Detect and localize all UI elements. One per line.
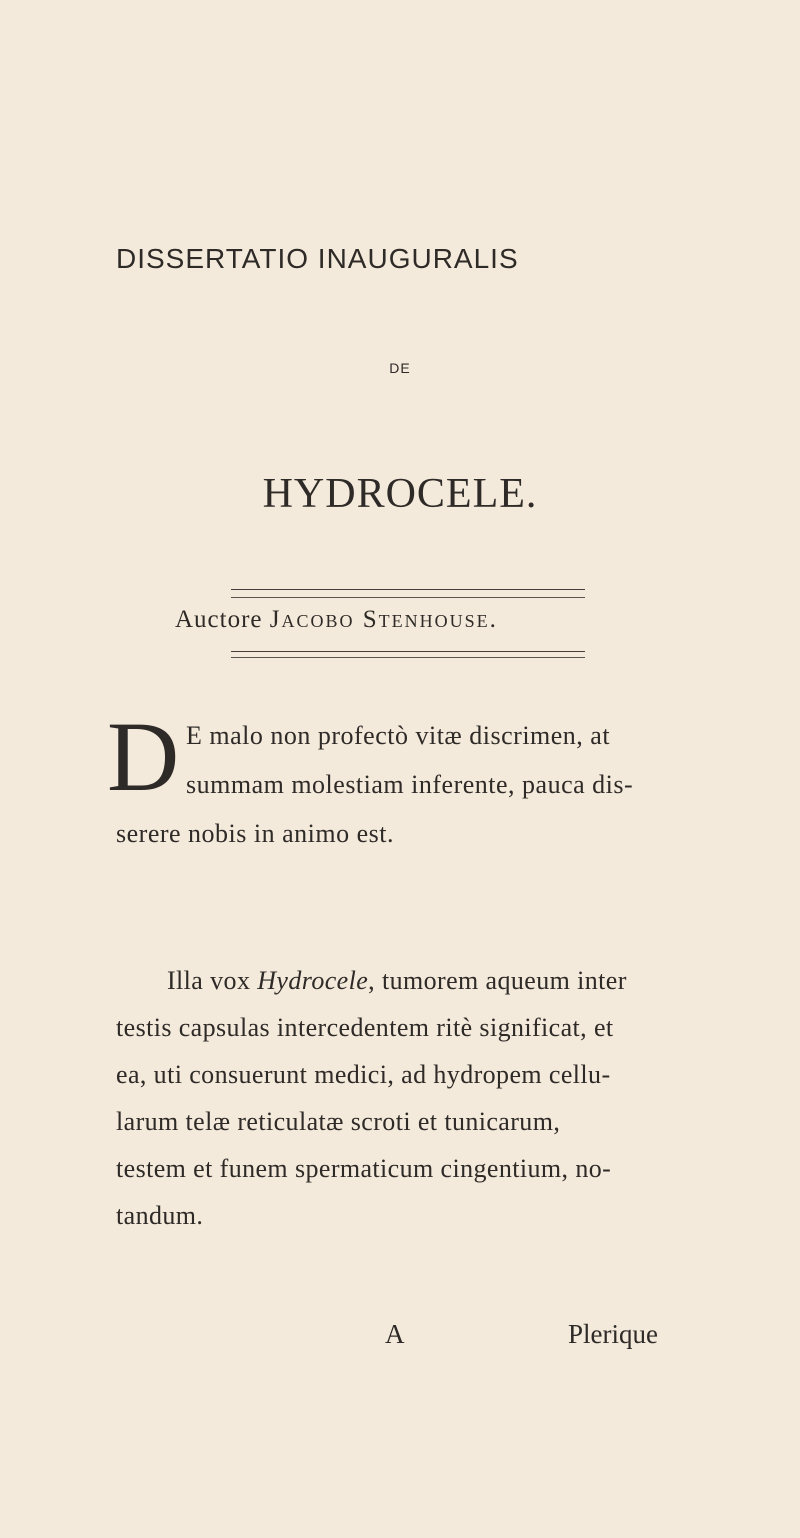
de-heading: DE	[389, 360, 411, 376]
top-rule	[231, 589, 585, 598]
paragraph-2-line-1	[116, 957, 706, 1004]
author-prefix: Auctore	[175, 606, 270, 633]
paragraph-2-start: Illa vox	[167, 966, 258, 995]
author-name: Jacobo Stenhouse.	[269, 606, 498, 633]
opening-line-2: summam molestiam inferente, pauca dis-	[186, 770, 634, 799]
paragraph-2-line-4: larum telæ reticulatæ scroti et tunicarum,	[116, 1107, 561, 1136]
second-paragraph	[116, 957, 706, 1239]
drop-cap: D	[107, 701, 180, 812]
bottom-rule	[231, 651, 585, 658]
paragraph-2-line-6: tandum.	[116, 1201, 204, 1230]
catchword: Plerique	[568, 1319, 658, 1349]
opening-line-1: E malo non profectò vitæ discrimen, at	[186, 721, 611, 750]
subject-heading: HYDROCELE.	[262, 471, 538, 517]
paragraph-2-line-2: testis capsulas intercedentem ritè significat, et	[116, 1013, 614, 1042]
paragraph-2-line-5: testem et funem spermaticum cingentium, no-	[116, 1154, 612, 1183]
paragraph-2-rest: , tumorem aqueum inter	[368, 966, 627, 995]
author-line	[175, 606, 625, 634]
italic-term: Hydrocele	[257, 966, 369, 995]
paragraph-2-line-3: ea, uti consuerunt medici, ad hydropem cellu-	[116, 1060, 611, 1089]
dissertation-title: DISSERTATIO INAUGURALIS	[116, 243, 519, 274]
signature-mark: A	[385, 1319, 405, 1349]
opening-line-3: serere nobis in animo est.	[116, 819, 394, 848]
